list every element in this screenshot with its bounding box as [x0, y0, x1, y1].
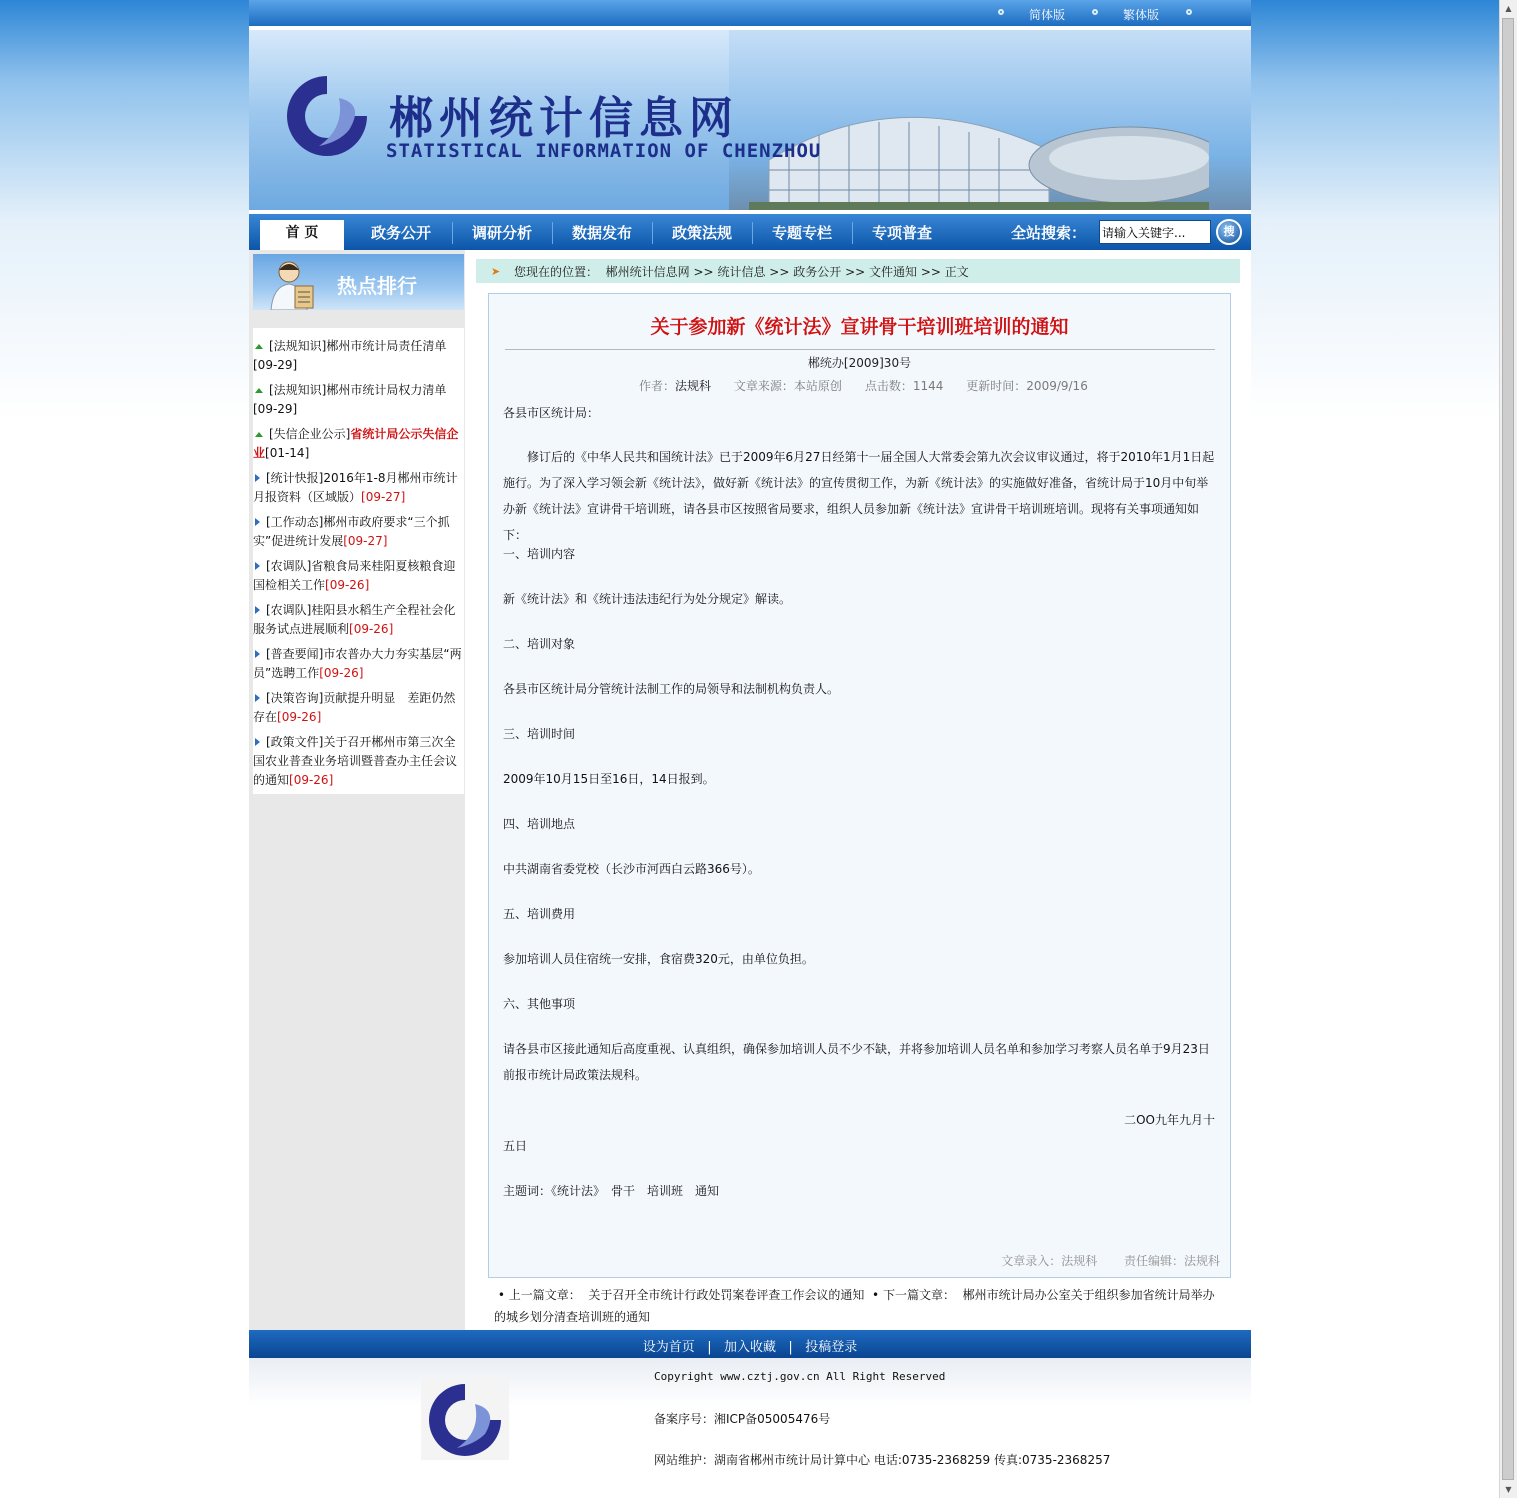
maintainer-info: 网站维护：湖南省郴州市统计局计算中心 电话:0735-2368259 传真:0735-2368257: [654, 1453, 1111, 1467]
article-footer: [1001, 1252, 1220, 1269]
hot-item-title[interactable]: [法规知识]郴州市统计局责任清单: [269, 339, 447, 353]
nav-special-topics[interactable]: 专题专栏: [772, 224, 833, 242]
article-paragraph: 二、培训对象: [503, 637, 576, 651]
up-arrow-icon: [255, 344, 263, 349]
hot-item-date: [09-29]: [253, 358, 298, 372]
prev-next-nav: [494, 1284, 1224, 1328]
bullet-dot-icon: •: [868, 1288, 883, 1302]
up-arrow-icon: [255, 432, 263, 437]
nav-policy[interactable]: 政策法规: [672, 224, 733, 242]
footer-link-bar: [249, 1330, 1251, 1358]
article-date-line: 二OO九年九月十: [1124, 1113, 1215, 1127]
nav-home[interactable]: 首 页: [260, 220, 344, 250]
hot-item-date: [09-26]: [325, 578, 370, 592]
hot-list-item[interactable]: [253, 733, 464, 790]
sidebar: [249, 250, 465, 1330]
hot-item-date: [09-29]: [253, 402, 298, 416]
breadcrumb-link-stats-info[interactable]: 统计信息: [717, 265, 766, 279]
article-paragraph: 六、其他事项: [503, 997, 576, 1011]
article-date-line: 五日: [503, 1139, 528, 1153]
breadcrumb-link-notices[interactable]: 文件通知: [869, 265, 918, 279]
hot-list-item[interactable]: [253, 469, 464, 507]
bullet-dot-icon: •: [494, 1288, 509, 1302]
author-label: 作者：: [639, 379, 676, 393]
article-title: 关于参加新《统计法》宣讲骨干培训班培训的通知: [650, 316, 1069, 338]
hot-item-category[interactable]: [失信企业公示]: [269, 427, 351, 441]
hot-item-title[interactable]: [统计快报]2016年1-8月郴州市统计月报资料（区域版）: [253, 471, 458, 504]
editor-label: 责任编辑：法规科: [1123, 1254, 1220, 1268]
hot-item-title[interactable]: 省统计局公示失信企业: [253, 427, 459, 460]
main-nav: [249, 214, 1251, 250]
breadcrumb-link-home[interactable]: 郴州统计信息网: [605, 265, 690, 279]
hot-list-item[interactable]: [253, 425, 464, 463]
article-paragraph: 新《统计法》和《统计违法违纪行为处分规定》解读。: [503, 592, 792, 606]
top-bar: [249, 0, 1251, 26]
right-arrow-icon: [255, 694, 260, 702]
bullet-dot-icon: [1092, 9, 1098, 15]
submit-login-link[interactable]: 投稿登录: [805, 1340, 858, 1355]
article-paragraph: 三、培训时间: [503, 727, 576, 741]
hot-item-date: [09-26]: [319, 666, 364, 680]
bullet-dot-icon: [1186, 9, 1192, 15]
nav-census[interactable]: 专项普查: [872, 224, 933, 242]
add-bookmark-link[interactable]: 加入收藏: [723, 1340, 776, 1355]
nav-data-release[interactable]: 数据发布: [572, 224, 633, 242]
hot-item-date: [09-26]: [349, 622, 394, 636]
hot-item-date: [09-26]: [289, 773, 334, 787]
hot-item-date: [09-27]: [361, 490, 406, 504]
article-paragraph: 五、培训费用: [503, 907, 576, 921]
article-paragraph: 一、培训内容: [503, 547, 576, 561]
footer-links: 设为首页 | 加入收藏 | 投稿登录: [642, 1340, 858, 1355]
breadcrumb-separator: >>: [693, 265, 714, 279]
article-paragraph: 2009年10月15日至16日，14日报到。: [503, 772, 715, 786]
nav-separator: [552, 222, 553, 244]
search-label: 全站搜索：: [1011, 224, 1087, 242]
article-paragraph: 请各县市区接此通知后高度重视、认真组织，确保参加培训人员不少不缺，并将参加培训人员名单和参加学习考察人员名单于9月23日前报市统计局政策法规科。: [503, 1042, 1210, 1082]
right-arrow-icon: [255, 738, 260, 746]
right-arrow-icon: [255, 650, 260, 658]
hot-item-date: [09-26]: [277, 710, 322, 724]
header-banner: [249, 30, 1251, 210]
site-title-cn: 郴州统计信息网: [389, 93, 739, 144]
breadcrumb-separator: >>: [769, 265, 790, 279]
hot-item-date: [01-14]: [265, 446, 310, 460]
scroll-up-arrow-icon[interactable]: ▲: [1505, 4, 1512, 13]
bullet-dot-icon: [998, 9, 1004, 15]
breadcrumb-text: [514, 263, 969, 280]
hot-item-title[interactable]: [法规知识]郴州市统计局权力清单: [269, 383, 447, 397]
hot-ranking-header: [253, 254, 464, 310]
hot-item-title[interactable]: [农调队]桂阳县水稻生产全程社会化服务试点进展顺利: [253, 603, 456, 636]
hot-list-item[interactable]: [253, 513, 464, 551]
set-homepage-link[interactable]: 设为首页: [642, 1340, 695, 1355]
article-keywords: 主题词：《统计法》 骨干 培训班 通知: [503, 1184, 720, 1198]
hot-list-item[interactable]: [253, 601, 464, 639]
site-title-en: STATISTICAL INFORMATION OF CHENZHOU: [386, 140, 822, 162]
updated-value: 2009/9/16: [1026, 379, 1088, 393]
author-value: 法规科: [675, 379, 712, 393]
page-container: [249, 0, 1251, 1480]
hot-item-date: [09-27]: [343, 534, 388, 548]
nav-separator: [752, 222, 753, 244]
prev-article-link[interactable]: 关于召开全市统计行政处罚案卷评查工作会议的通知: [588, 1288, 865, 1302]
footer-logo-icon: [421, 1378, 509, 1460]
right-arrow-icon: [255, 606, 260, 614]
article-paragraph: 各县市区统计局分管统计法制工作的局领导和法制机构负责人。: [503, 682, 840, 696]
next-label: 下一篇文章：: [882, 1288, 955, 1302]
nav-separator: [852, 222, 853, 244]
source-label: 文章来源：本站原创: [733, 379, 842, 393]
entry-label: 文章录入：法规科: [1001, 1254, 1098, 1268]
scroll-down-arrow-icon[interactable]: ▼: [1505, 1485, 1512, 1494]
hot-list-item[interactable]: [253, 337, 464, 375]
breadcrumb-label: 您现在的位置：: [514, 265, 599, 279]
nav-research[interactable]: 调研分析: [472, 224, 533, 242]
footer: [249, 1358, 1251, 1480]
updated-label: 更新时间：: [966, 379, 1027, 393]
hot-list-item[interactable]: [253, 645, 464, 683]
right-arrow-icon: [255, 474, 260, 482]
right-arrow-icon: [255, 562, 260, 570]
article-paragraph: 中共湖南省委党校（长沙市河西白云路366号）。: [503, 862, 760, 876]
hot-item-title[interactable]: [工作动态]郴州市政府要求“三个抓实”促进统计发展: [253, 515, 450, 548]
user-avatar-icon: [269, 258, 319, 310]
prev-label: 上一篇文章：: [508, 1288, 581, 1302]
nav-separator: [652, 222, 653, 244]
title-divider: [505, 349, 1215, 350]
breadcrumb-link-gov-affairs[interactable]: 政务公开: [793, 265, 842, 279]
article-paragraph: 各县市区统计局：: [503, 406, 600, 420]
scrollbar-thumb[interactable]: [1502, 18, 1514, 1480]
article-paragraph: 参加培训人员住宿统一安排，食宿费320元，由单位负担。: [503, 952, 814, 966]
article-meta: [639, 377, 1088, 394]
hot-list-item[interactable]: [253, 381, 464, 419]
article-paragraph: 修订后的《中华人民共和国统计法》已于2009年6月27日经第十一届全国人大常委会第九次会议审议通过，将于2010年1月1日起施行。为了深入学习领会新《统计法》，做好新《统计法》的宣传贯彻工作，为新《统计法》的实施做好准备，省统计局于10月中旬举办新《统计法》宣讲骨干培训班，请各县市区按照省局要求，组织人员参加新《统计法》宣讲骨干培训班培训。现将有关事项通知如下：: [503, 450, 1215, 542]
hot-list-item[interactable]: [253, 557, 464, 595]
hot-ranking-list: [253, 328, 464, 794]
right-arrow-icon: [255, 518, 260, 526]
search-input[interactable]: [1099, 220, 1211, 244]
breadcrumb-separator: >>: [920, 265, 941, 279]
next-article-link[interactable]: 郴州市统计局办公室关于组织参加省统计局举办的城乡划分清查培训班的通知: [494, 1288, 1215, 1324]
hot-item-title[interactable]: [农调队]省粮食局来桂阳夏核粮食迎国检相关工作: [253, 559, 456, 592]
document-number: 郴统办[2009]30号: [807, 356, 912, 370]
article-paragraph: 四、培训地点: [503, 817, 576, 831]
breadcrumb-separator: >>: [845, 265, 866, 279]
hot-item-title[interactable]: [决策咨询]贡献提升明显 差距仍然存在: [253, 691, 456, 724]
copyright-text: Copyright www.cztj.gov.cn All Right Reserved: [654, 1370, 946, 1383]
icp-record: 备案序号：湘ICP备05005476号: [654, 1412, 831, 1426]
simplified-link[interactable]: 简体版: [1029, 8, 1066, 22]
traditional-link[interactable]: 繁体版: [1123, 8, 1160, 22]
nav-separator: [452, 222, 453, 244]
arrow-right-icon: ➤: [491, 265, 501, 278]
up-arrow-icon: [255, 388, 263, 393]
nav-gov-affairs[interactable]: 政务公开: [371, 224, 432, 242]
site-logo-icon: [279, 68, 375, 164]
hot-list-item[interactable]: [253, 689, 464, 727]
hits-label: 点击数：: [864, 379, 913, 393]
breadcrumb-current: 正文: [944, 265, 969, 279]
hot-item-title[interactable]: [普查要闻]市农普办大力夯实基层“两员”选聘工作: [253, 647, 462, 680]
search-button[interactable]: 搜: [1216, 219, 1242, 245]
breadcrumb: [476, 259, 1240, 283]
hits-value: 1144: [912, 379, 944, 393]
hot-item-title[interactable]: [政策文件]关于召开郴州市第三次全国农业普查业务培训暨普查办主任会议的通知: [253, 735, 458, 787]
hot-ranking-title: 热点排行: [337, 274, 417, 298]
article-panel: [488, 293, 1231, 1278]
page-scrollbar[interactable]: [1499, 0, 1517, 1498]
